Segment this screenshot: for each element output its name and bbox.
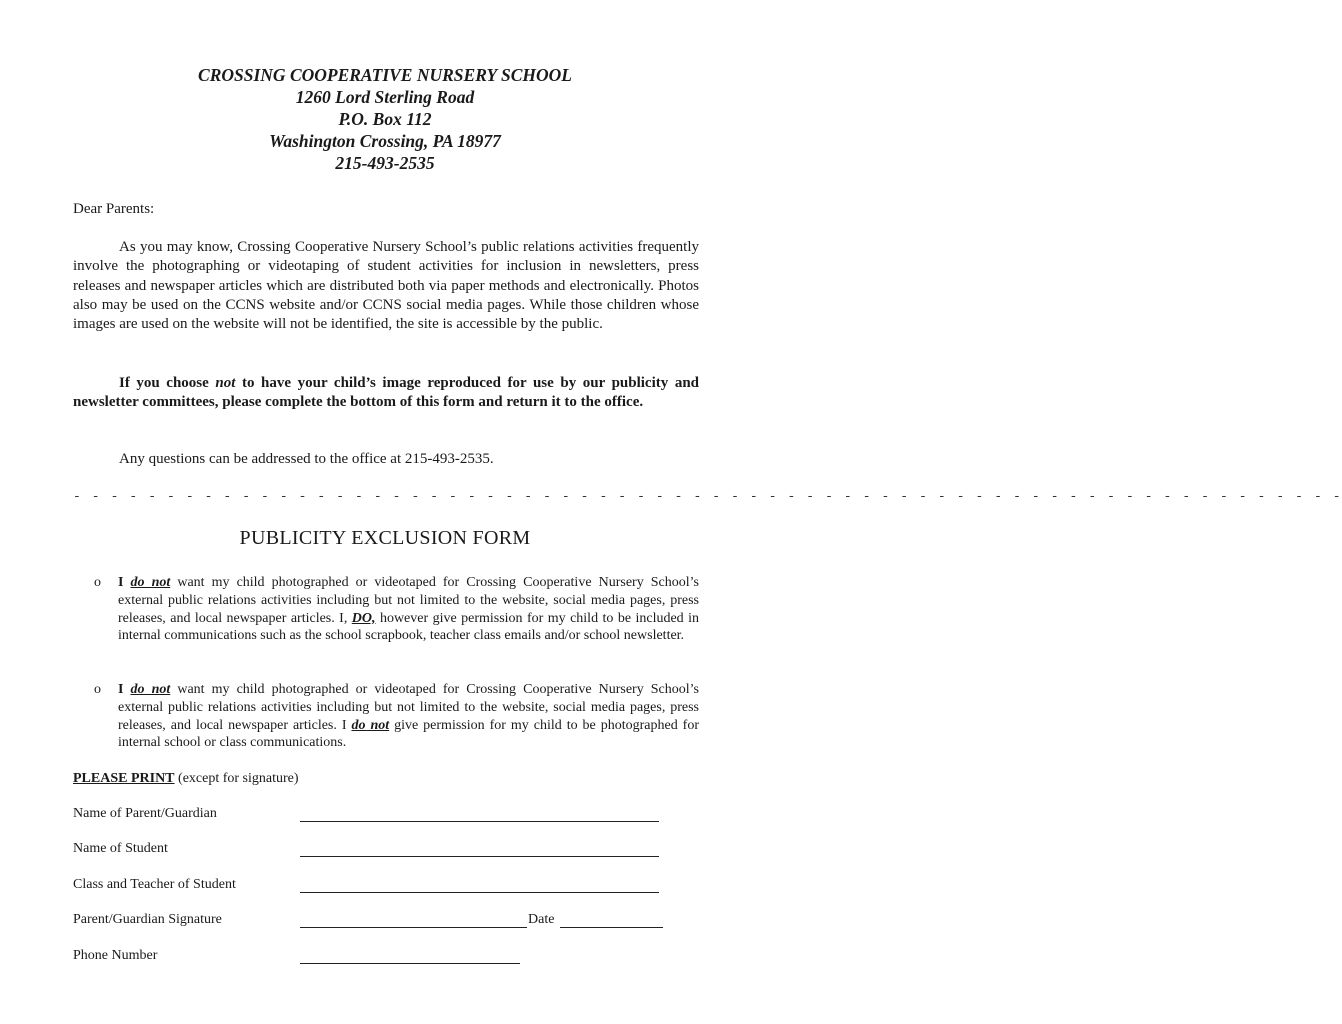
city-state-zip: Washington Crossing, PA 18977 <box>269 131 501 151</box>
intro-paragraph: As you may know, Crossing Cooperative Nursery School’s public relations activities frequently involve the photographing or videotaping of student activities for inclusion in newsletters, press releases and newspaper articles which are distributed both via paper methods and electronically. Photos also may be used on the CCNS website and/or CCNS social media pages. While those children whose images are used on the website will not be identified, the site is accessible by the public. <box>73 239 699 333</box>
option-1-text-b: however give permission for my child to be included in internal communications such as the school scrapbook, teacher class emails and/or school newsletter. <box>118 610 700 644</box>
option-1-do: DO, <box>351 610 376 626</box>
po-box: P.O. Box 112 <box>338 109 432 129</box>
option-2-do-not-2: do not <box>351 717 390 733</box>
student-name-field[interactable] <box>300 856 659 857</box>
parent-name-label: Name of Parent/Guardian <box>73 806 217 821</box>
school-name: CROSSING COOPERATIVE NURSERY SCHOOL <box>198 65 572 85</box>
class-teacher-label: Class and Teacher of Student <box>73 877 236 892</box>
exclusion-option-1[interactable] <box>94 574 699 645</box>
form-title: PUBLICITY EXCLUSION FORM <box>239 527 531 549</box>
instruction-not: not <box>215 375 236 391</box>
phone-field[interactable] <box>300 963 520 964</box>
please-print-label: PLEASE PRINT <box>73 771 175 786</box>
school-phone: 215-493-2535 <box>335 153 435 173</box>
cut-line-divider: - - - - - - - - - - - - - - - - - - - - - - - - - - - - - - - - - - - - - - - - - - - - - - - - - - - - - - - - - - - - - - - - - - - - <box>73 489 1342 504</box>
exclusion-option-2[interactable] <box>94 681 699 752</box>
questions-paragraph: Any questions can be addressed to the office at 215-493-2535. <box>119 451 494 467</box>
date-field[interactable] <box>560 927 663 928</box>
date-label: Date <box>528 912 555 927</box>
option-2-i: I <box>118 682 131 697</box>
option-2-text-b: give permission for my child to be photographed for internal school or class communications. <box>118 717 700 751</box>
instruction-paragraph <box>73 374 699 413</box>
option-1-radio[interactable]: o <box>94 575 101 590</box>
option-1-do-not: do not <box>130 575 171 590</box>
option-2-do-not: do not <box>130 682 171 697</box>
option-2-radio[interactable]: o <box>94 682 101 697</box>
option-1-text-a: want my child photographed or videotaped for Crossing Cooperative Nursery School’s external public relations activities including but not limited to the website, social media pages, press releases, and local newspaper articles. I, <box>118 575 699 626</box>
please-print-note <box>73 771 299 787</box>
option-1-i: I <box>118 575 131 590</box>
class-teacher-field[interactable] <box>300 892 659 893</box>
please-print-detail: (except for signature) <box>174 771 299 786</box>
instruction-text-b: to have your child’s image reproduced for use by our publicity and newsletter committees, please complete the bottom of this form and return it to the office. <box>73 375 700 411</box>
option-1-text <box>118 574 699 645</box>
student-name-label: Name of Student <box>73 841 168 856</box>
greeting: Dear Parents: <box>73 201 155 217</box>
signature-field[interactable] <box>300 927 527 928</box>
option-2-text-a: want my child photographed or videotaped for Crossing Cooperative Nursery School’s external public relations activities including but not limited to the website, social media pages, press releases, and local newspaper articles. I <box>118 682 699 733</box>
parent-name-field[interactable] <box>300 821 659 822</box>
street-address: 1260 Lord Sterling Road <box>295 87 475 107</box>
letterhead <box>0 64 770 174</box>
instruction-text-a: If you choose <box>119 375 216 391</box>
option-2-text <box>118 681 699 752</box>
phone-label: Phone Number <box>73 948 158 963</box>
signature-label: Parent/Guardian Signature <box>73 912 222 927</box>
